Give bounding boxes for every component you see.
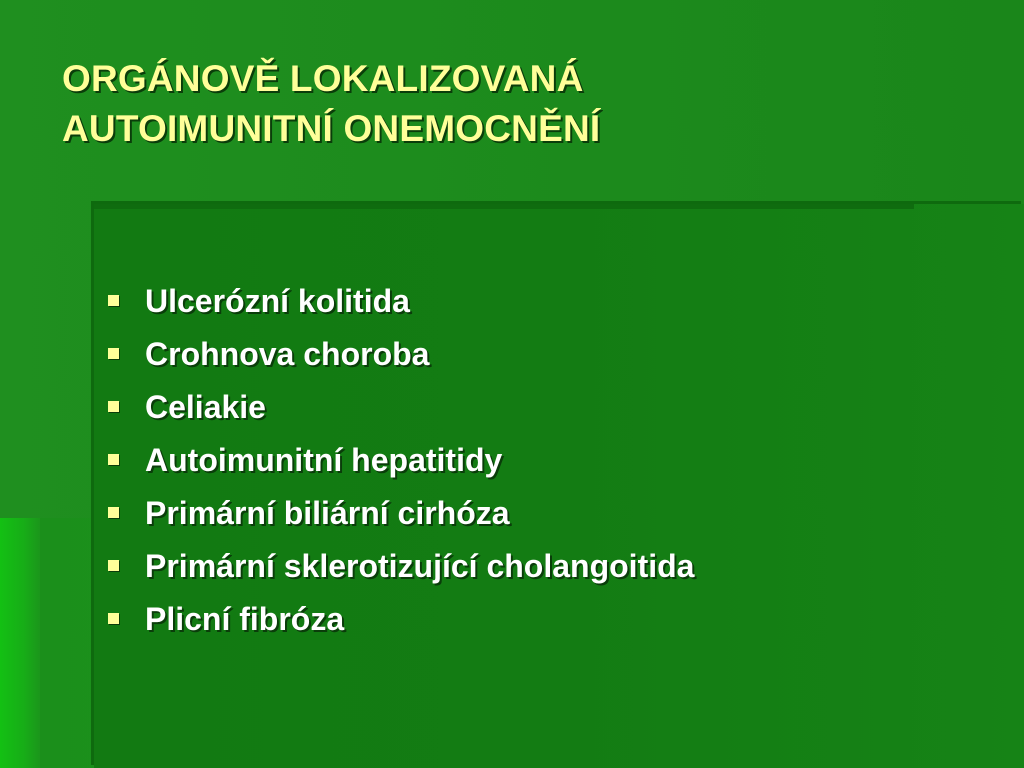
decorative-left-strip <box>0 518 40 768</box>
list-item <box>104 274 694 327</box>
list-item-text: Primární biliární cirhóza <box>145 494 510 531</box>
list-item <box>104 486 694 539</box>
list-item <box>104 380 694 433</box>
slide-title <box>62 54 962 154</box>
list-item-text: Primární sklerotizující cholangoitida <box>145 547 695 584</box>
square-bullet-icon <box>108 560 119 571</box>
square-bullet-icon <box>108 507 119 518</box>
slide-title-line-2: AUTOIMUNITNÍ ONEMOCNĚNÍ <box>62 108 601 149</box>
list-item <box>104 539 694 592</box>
bullet-list <box>104 274 694 645</box>
square-bullet-icon <box>108 295 119 306</box>
decorative-panel-top-line <box>94 204 914 209</box>
square-bullet-icon <box>108 454 119 465</box>
list-item-text: Crohnova choroba <box>145 335 430 372</box>
list-item-text: Autoimunitní hepatitidy <box>145 441 503 478</box>
square-bullet-icon <box>108 613 119 624</box>
list-item <box>104 592 694 645</box>
square-bullet-icon <box>108 401 119 412</box>
square-bullet-icon <box>108 348 119 359</box>
list-item-text: Celiakie <box>145 388 266 425</box>
list-item <box>104 433 694 486</box>
list-item-text: Ulcerózní kolitida <box>145 282 410 319</box>
list-item <box>104 327 694 380</box>
slide-title-line-1: ORGÁNOVĚ LOKALIZOVANÁ <box>62 58 584 99</box>
list-item-text: Plicní fibróza <box>145 600 345 637</box>
